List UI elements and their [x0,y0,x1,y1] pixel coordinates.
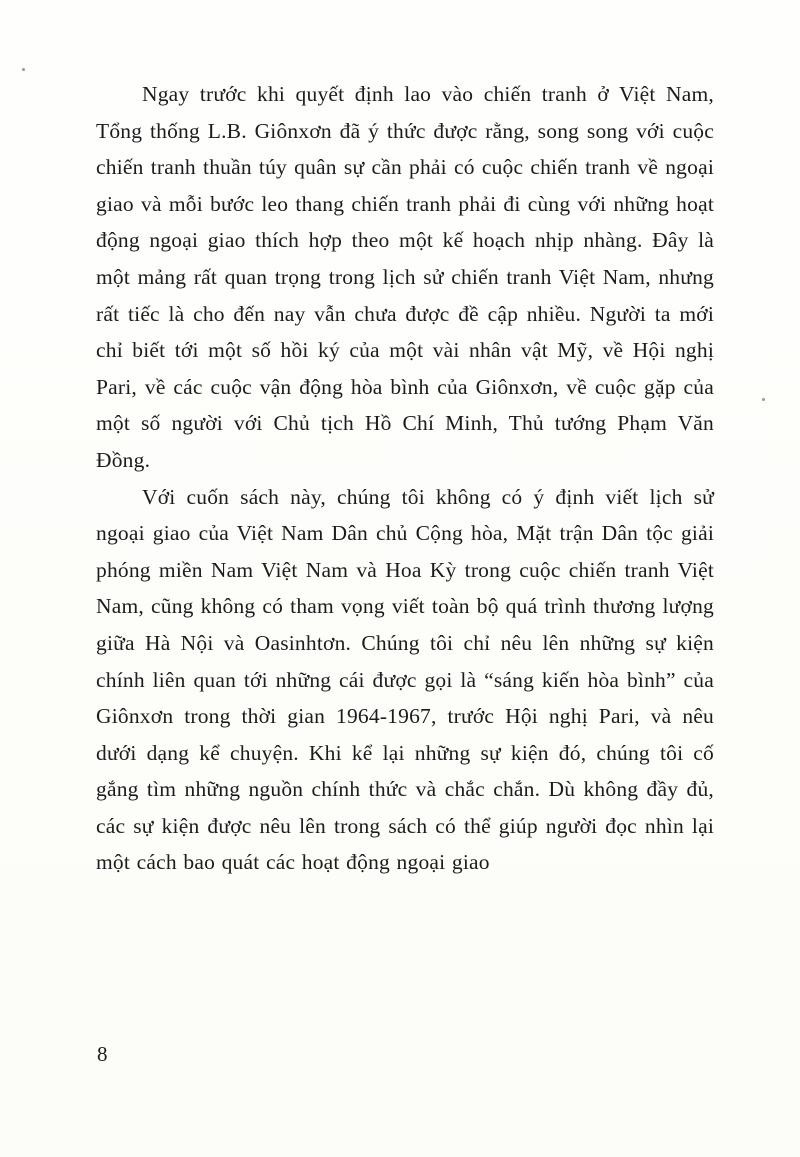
scan-speck [762,398,765,401]
text-block [96,76,714,881]
page-number: 8 [97,1042,108,1066]
paragraph: Ngay trước khi quyết định lao vào chiến tranh ở Việt Nam, Tổng thống L.B. Giônxơn đã ý thức được rằng, song song với cuộc chiến tranh thuần túy quân sự cần phải có cuộc chiến tranh về ngoại giao và mỗi bước leo thang chiến tranh phải đi cùng với những hoạt động ngoại giao thích hợp theo một kế hoạch nhịp nhàng. Đây là một mảng rất quan trọng trong lịch sử chiến tranh Việt Nam, nhưng rất tiếc là cho đến nay vẫn chưa được đề cập nhiều. Người ta mới chỉ biết tới một số hồi ký của một vài nhân vật Mỹ, về Hội nghị Pari, về các cuộc vận động hòa bình của Giônxơn, về cuộc gặp của một số người với Chủ tịch Hồ Chí Minh, Thủ tướng Phạm Văn Đồng. [96,82,714,472]
scan-speck [22,68,25,71]
paragraph: Với cuốn sách này, chúng tôi không có ý định viết lịch sử ngoại giao của Việt Nam Dân chủ Cộng hòa, Mặt trận Dân tộc giải phóng miền Nam Việt Nam và Hoa Kỳ trong cuộc chiến tranh Việt Nam, cũng không có tham vọng viết toàn bộ quá trình thương lượng giữa Hà Nội và Oasinhtơn. Chúng tôi chỉ nêu lên những sự kiện chính liên quan tới những cái được gọi là “sáng kiến hòa bình” của Giônxơn trong thời gian 1964-1967, trước Hội nghị Pari, và nêu dưới dạng kể chuyện. Khi kể lại những sự kiện đó, chúng tôi cố gắng tìm những nguồn chính thức và chắc chắn. Dù không đầy đủ, các sự kiện được nêu lên trong sách có thể giúp người đọc nhìn lại một cách bao quát các hoạt động ngoại giao [96,484,714,875]
